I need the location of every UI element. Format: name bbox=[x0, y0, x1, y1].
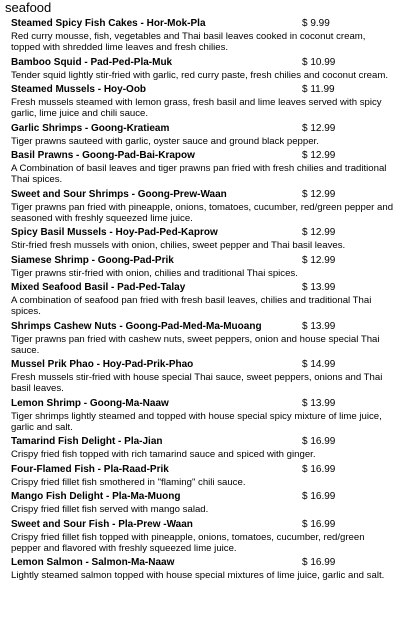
menu-item-header bbox=[11, 397, 396, 410]
menu-item bbox=[11, 226, 396, 251]
menu-item-price: $ 16.99 bbox=[302, 518, 336, 530]
menu-item-header bbox=[11, 122, 396, 135]
menu-item-price: $ 12.99 bbox=[302, 150, 336, 161]
menu-item bbox=[11, 518, 396, 554]
menu-item-name: Steamed Spicy Fish Cakes - Hor-Mok-Pla bbox=[11, 18, 206, 29]
menu-item bbox=[11, 556, 396, 581]
menu-item-name: Spicy Basil Mussels - Hoy-Pad-Ped-Kaprow bbox=[11, 227, 218, 238]
menu-item bbox=[11, 122, 396, 147]
menu-item-description: Tiger prawns sauteed with garlic, oyster sauce and ground black pepper. bbox=[11, 135, 319, 147]
menu-list bbox=[11, 17, 396, 584]
menu-item-name: Four-Flamed Fish - Pla-Raad-Prik bbox=[11, 463, 169, 475]
menu-item-price: $ 16.99 bbox=[302, 463, 336, 475]
menu-item-description: Crispy fried fillet fish served with mango salad. bbox=[11, 504, 209, 515]
menu-item-price: $ 13.99 bbox=[302, 282, 336, 293]
menu-item bbox=[11, 83, 396, 119]
menu-item-header bbox=[11, 463, 396, 476]
menu-item-header bbox=[11, 281, 396, 294]
menu-item bbox=[11, 397, 396, 433]
menu-item-description: Fresh mussels stir-fried with house special Thai sauce, sweet peppers, onions and Thai basil leaves. bbox=[11, 372, 383, 394]
menu-item-name: Bamboo Squid - Pad-Ped-Pla-Muk bbox=[11, 56, 173, 68]
menu-item-description: Tiger prawns pan fried with cashew nuts, sweet peppers, onion and house special Thai sauce. bbox=[11, 333, 380, 356]
menu-item-price: $ 11.99 bbox=[302, 84, 335, 95]
menu-item-price: $ 10.99 bbox=[302, 56, 336, 68]
menu-item bbox=[11, 281, 396, 317]
menu-item-price: $ 12.99 bbox=[302, 188, 336, 200]
menu-item-header bbox=[11, 17, 396, 30]
menu-item-description: A Combination of basil leaves and tiger prawns pan fried with fresh chilies and traditional Thai spices. bbox=[11, 163, 387, 185]
menu-item bbox=[11, 17, 396, 53]
menu-item-header bbox=[11, 83, 396, 96]
menu-item-description: Crispy fried fish topped with rich tamarind sauce and spiced with ginger. bbox=[11, 449, 316, 460]
menu-item-name: Mussel Prik Phao - Hoy-Pad-Prik-Phao bbox=[11, 359, 194, 370]
menu-item-name: Garlic Shrimps - Goong-Kratieam bbox=[11, 122, 170, 134]
menu-item-price: $ 9.99 bbox=[302, 18, 330, 29]
menu-item bbox=[11, 435, 396, 460]
menu-item-description: Tiger prawns stir-fried with onion, chilies and traditional Thai spices. bbox=[11, 267, 298, 279]
menu-item-name: Lemon Shrimp - Goong-Ma-Naaw bbox=[11, 397, 169, 409]
menu-item-header bbox=[11, 226, 396, 239]
menu-item bbox=[11, 490, 396, 515]
menu-item-price: $ 12.99 bbox=[302, 254, 336, 266]
menu-item-price: $ 16.99 bbox=[302, 436, 336, 447]
menu-item-name: Basil Prawns - Goong-Pad-Bai-Krapow bbox=[11, 150, 195, 161]
menu-item-name: Tamarind Fish Delight - Pla-Jian bbox=[11, 436, 163, 447]
menu-item-price: $ 12.99 bbox=[302, 122, 336, 134]
menu-item-description: Tiger prawns pan fried with pineapple, onions, tomatoes, cucumber, red/green pepper and seasoned with freshly squeezed lime juice. bbox=[11, 201, 394, 224]
menu-item-description: Lightly steamed salmon topped with house special mixtures of lime juice, garlic and salt. bbox=[11, 570, 385, 581]
menu-item-header bbox=[11, 518, 396, 531]
menu-item-price: $ 16.99 bbox=[302, 557, 336, 568]
menu-item bbox=[11, 56, 396, 81]
menu-item-header bbox=[11, 358, 396, 371]
menu-item bbox=[11, 320, 396, 356]
menu-item-header bbox=[11, 556, 396, 569]
menu-item-price: $ 14.99 bbox=[302, 359, 336, 370]
menu-item bbox=[11, 149, 396, 185]
menu-item-name: Shrimps Cashew Nuts - Goong-Pad-Med-Ma-Muoang bbox=[11, 320, 262, 332]
menu-item-name: Mango Fish Delight - Pla-Ma-Muong bbox=[11, 491, 181, 502]
menu-item-name: Sweet and Sour Fish - Pla-Prew -Waan bbox=[11, 518, 193, 530]
section-title: seafood bbox=[5, 0, 52, 15]
menu-item-header bbox=[11, 56, 396, 69]
menu-item-name: Mixed Seafood Basil - Pad-Ped-Talay bbox=[11, 282, 186, 293]
menu-item-price: $ 13.99 bbox=[302, 320, 336, 332]
menu-item-name: Siamese Shrimp - Goong-Pad-Prik bbox=[11, 254, 174, 266]
menu-item-description: Tiger shrimps lightly steamed and topped with house special spicy mixture of lime juice, garlic and salt. bbox=[11, 410, 382, 433]
menu-item-description: Fresh mussels steamed with lemon grass, fresh basil and lime leaves served with spicy garlic, lime juice and chili sauce. bbox=[11, 97, 382, 119]
menu-item-price: $ 13.99 bbox=[302, 397, 336, 409]
menu-item-name: Steamed Mussels - Hoy-Oob bbox=[11, 84, 147, 95]
menu-item-header bbox=[11, 188, 396, 201]
menu-item-description: Crispy fried fillet fish smothered in "flaming" chili sauce. bbox=[11, 476, 246, 488]
menu-item-price: $ 12.99 bbox=[302, 227, 336, 238]
menu-item-description: Stir-fried fresh mussels with onion, chilies, sweet pepper and Thai basil leaves. bbox=[11, 240, 346, 251]
menu-item bbox=[11, 358, 396, 394]
menu-item-header bbox=[11, 435, 396, 448]
menu-item-name: Lemon Salmon - Salmon-Ma-Naaw bbox=[11, 557, 175, 568]
menu-item bbox=[11, 188, 396, 224]
menu-item-description: Red curry mousse, fish, vegetables and Thai basil leaves cooked in coconut cream, topped with shredded lime leaves and fresh chilies. bbox=[11, 31, 366, 53]
menu-item-header bbox=[11, 254, 396, 267]
menu-item-description: Tender squid lightly stir-fried with garlic, red curry paste, fresh chilies and coconut cream. bbox=[11, 69, 388, 81]
menu-item-description: Crispy fried fillet fish topped with pineapple, onions, tomatoes, cucumber, red/green pepper and flavored with freshly squeezed lime juice. bbox=[11, 531, 365, 554]
menu-item-header bbox=[11, 149, 396, 162]
menu-item bbox=[11, 254, 396, 279]
menu-item-price: $ 16.99 bbox=[302, 491, 336, 502]
menu-item-name: Sweet and Sour Shrimps - Goong-Prew-Waan bbox=[11, 188, 227, 200]
menu-item-header bbox=[11, 320, 396, 333]
menu-item-header bbox=[11, 490, 396, 503]
menu-item-description: A combination of seafood pan fried with fresh basil leaves, chilies and traditional Thai spices. bbox=[11, 295, 372, 317]
menu-item bbox=[11, 463, 396, 488]
